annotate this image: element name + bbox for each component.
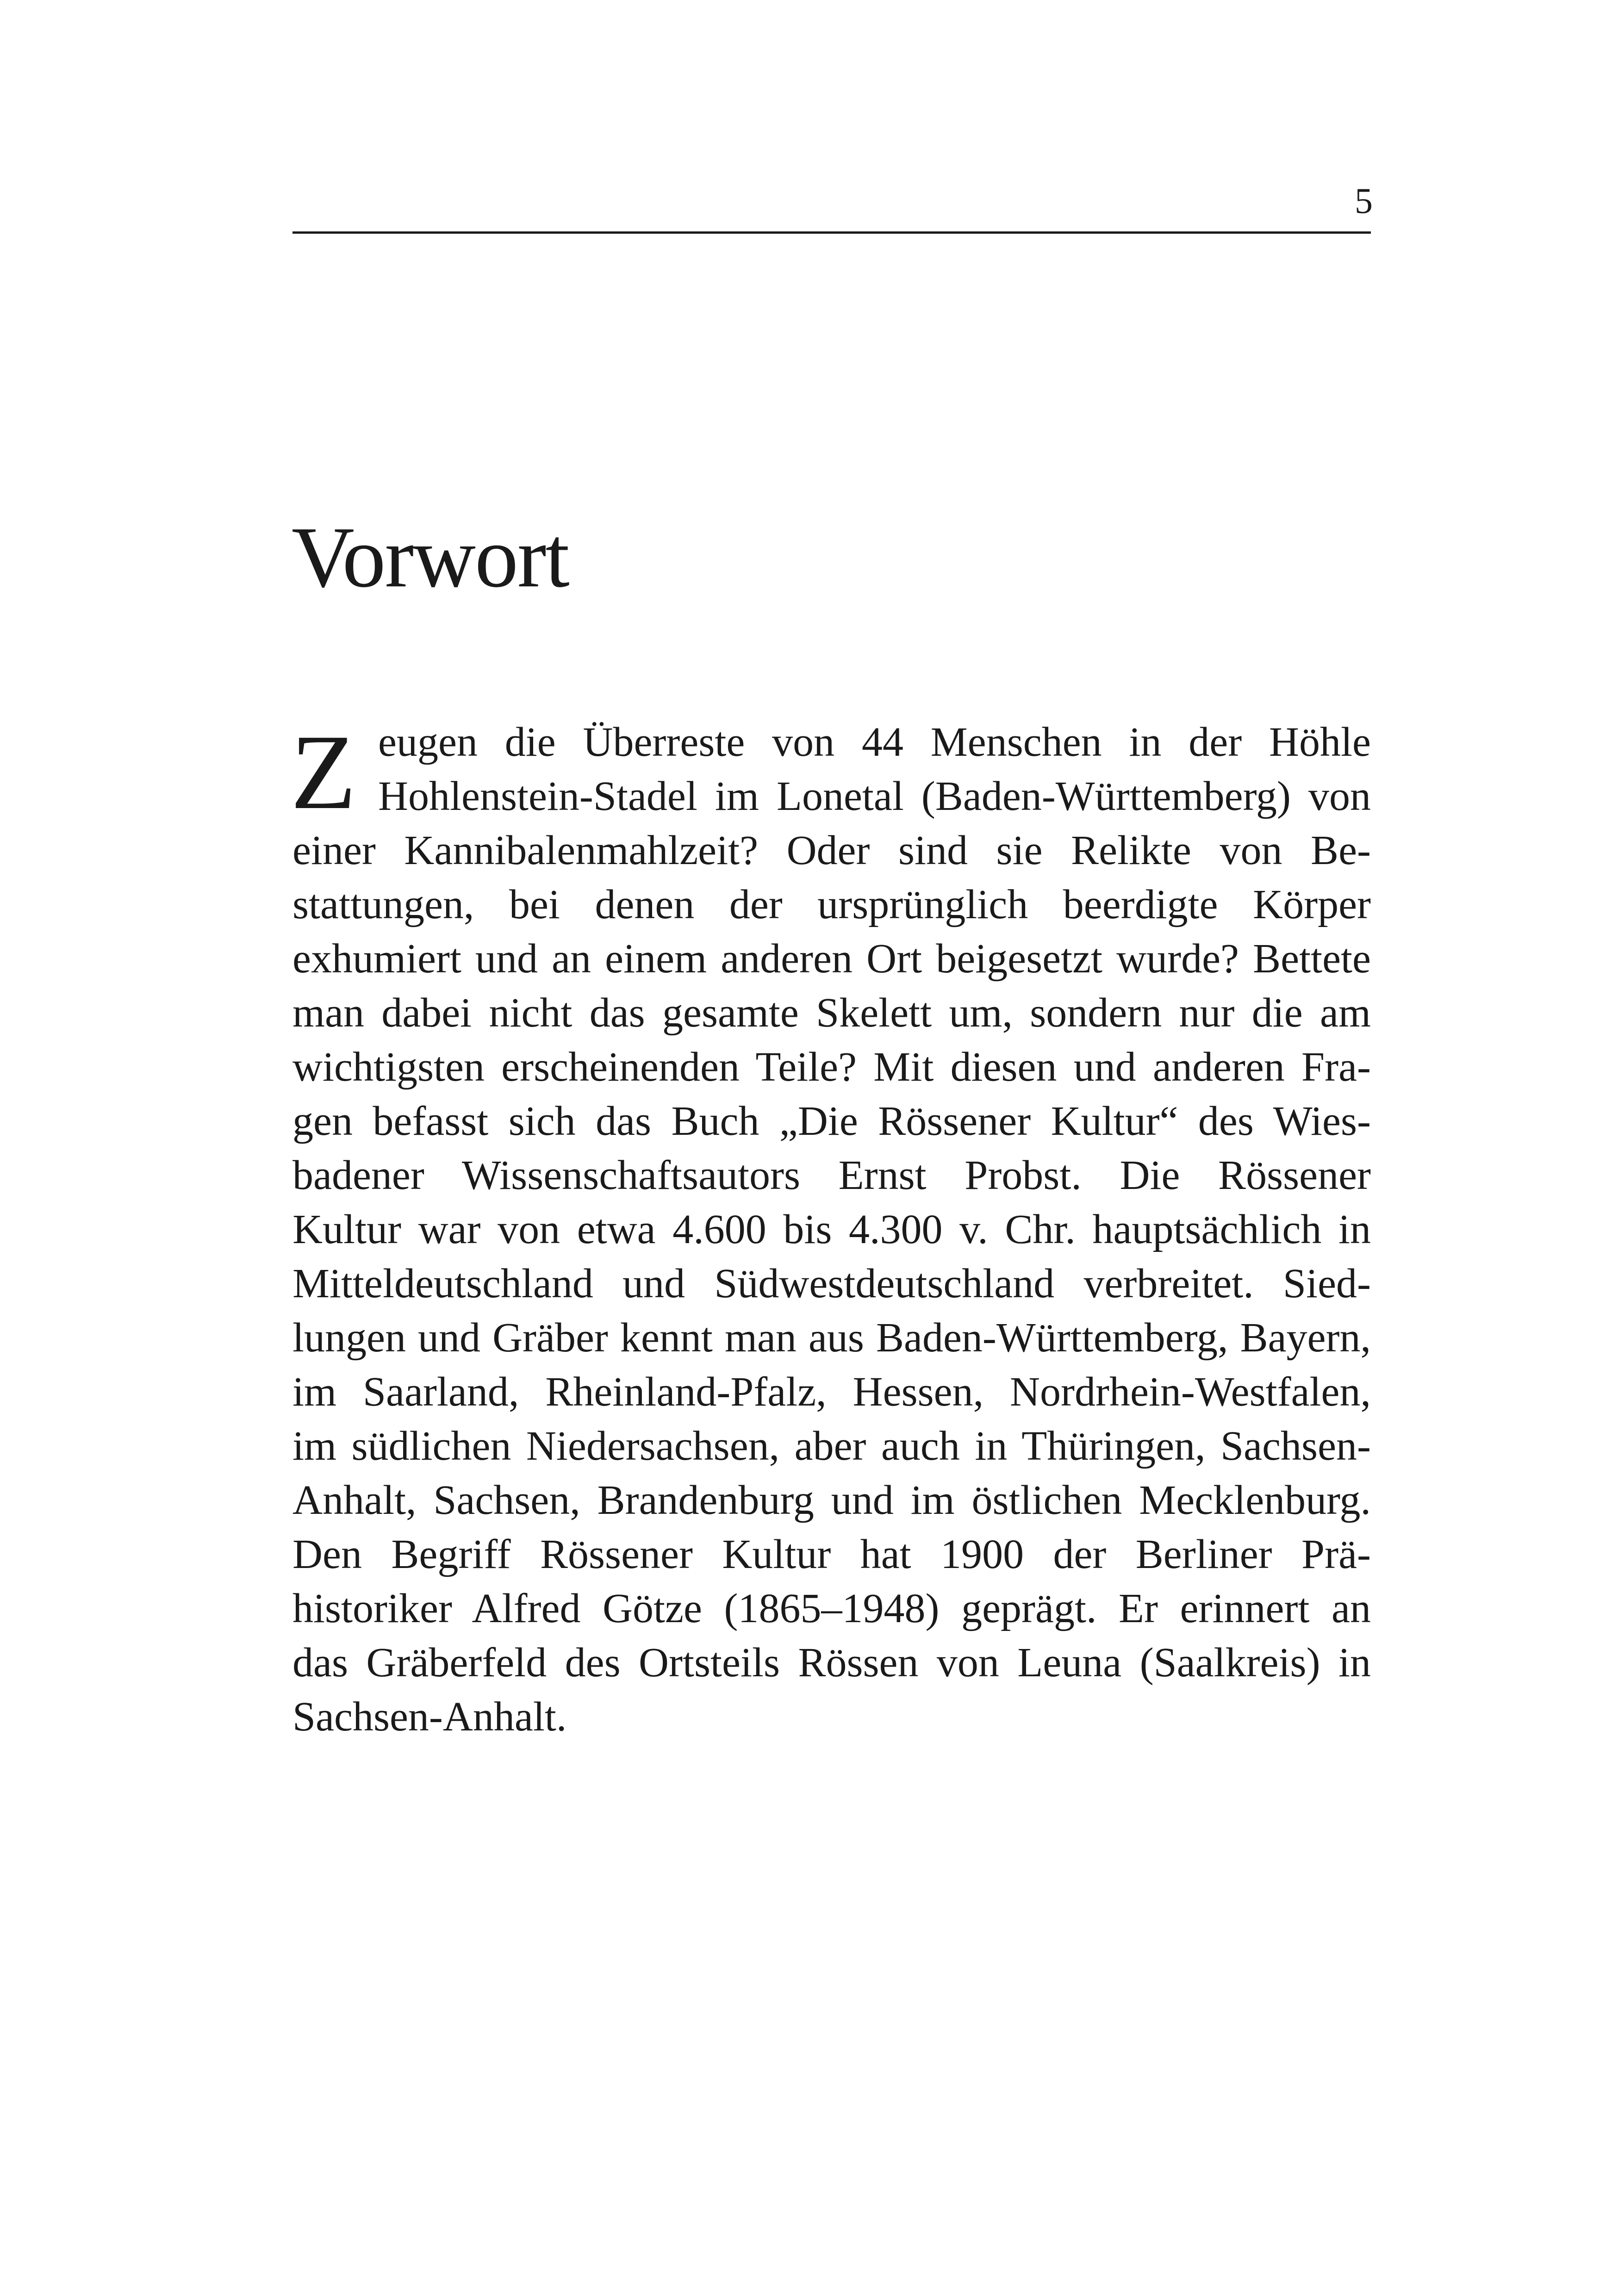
text-line: exhumiert und an einem anderen Ort beigesetzt wurde? Bettete <box>292 936 1371 982</box>
text-line: Den Begriff Rössener Kultur hat 1900 der Berliner Prä- <box>292 1531 1371 1577</box>
text-line: einer Kannibalenmahlzeit? Oder sind sie Relikte von Be- <box>292 828 1371 873</box>
chapter-title: Vorwort <box>292 509 569 605</box>
header-rule <box>292 231 1371 234</box>
text-line: stattungen, bei denen der ursprünglich beerdigte Körper <box>292 882 1371 927</box>
text-line: historiker Alfred Götze (1865–1948) geprägt. Er erinnert an <box>292 1586 1371 1631</box>
text-line: im südlichen Niedersachsen, aber auch in Thüringen, Sachsen- <box>292 1423 1371 1469</box>
text-line: im Saarland, Rheinland-Pfalz, Hessen, Nordrhein-Westfalen, <box>292 1369 1371 1415</box>
text-line: badener Wissenschaftsautors Ernst Probst. Die Rössener <box>292 1152 1371 1198</box>
text-line: Hohlenstein-Stadel im Lonetal (Baden-Württemberg) von <box>378 773 1371 819</box>
text-line: Kultur war von etwa 4.600 bis 4.300 v. Chr. hauptsächlich in <box>292 1207 1371 1252</box>
text-line: man dabei nicht das gesamte Skelett um, sondern nur die am <box>292 990 1371 1036</box>
page-number: 5 <box>1355 180 1373 221</box>
body-paragraph <box>292 715 1371 1744</box>
text-line: Sachsen-Anhalt. <box>292 1694 567 1740</box>
text-line: lungen und Gräber kennt man aus Baden-Württemberg, Bayern, <box>292 1315 1371 1361</box>
text-line: eugen die Überreste von 44 Menschen in der Höhle <box>378 719 1371 765</box>
text-line: das Gräberfeld des Ortsteils Rössen von Leuna (Saalkreis) in <box>292 1640 1371 1686</box>
text-line: Anhalt, Sachsen, Brandenburg und im östlichen Mecklenburg. <box>292 1477 1371 1523</box>
text-line: Mitteldeutschland und Südwestdeutschland verbreitet. Sied- <box>292 1261 1371 1307</box>
text-line: wichtigsten erscheinenden Teile? Mit diesen und anderen Fra- <box>292 1044 1371 1090</box>
drop-cap: Z <box>291 713 356 832</box>
text-line: gen befasst sich das Buch „Die Rössener Kultur“ des Wies- <box>292 1098 1371 1144</box>
